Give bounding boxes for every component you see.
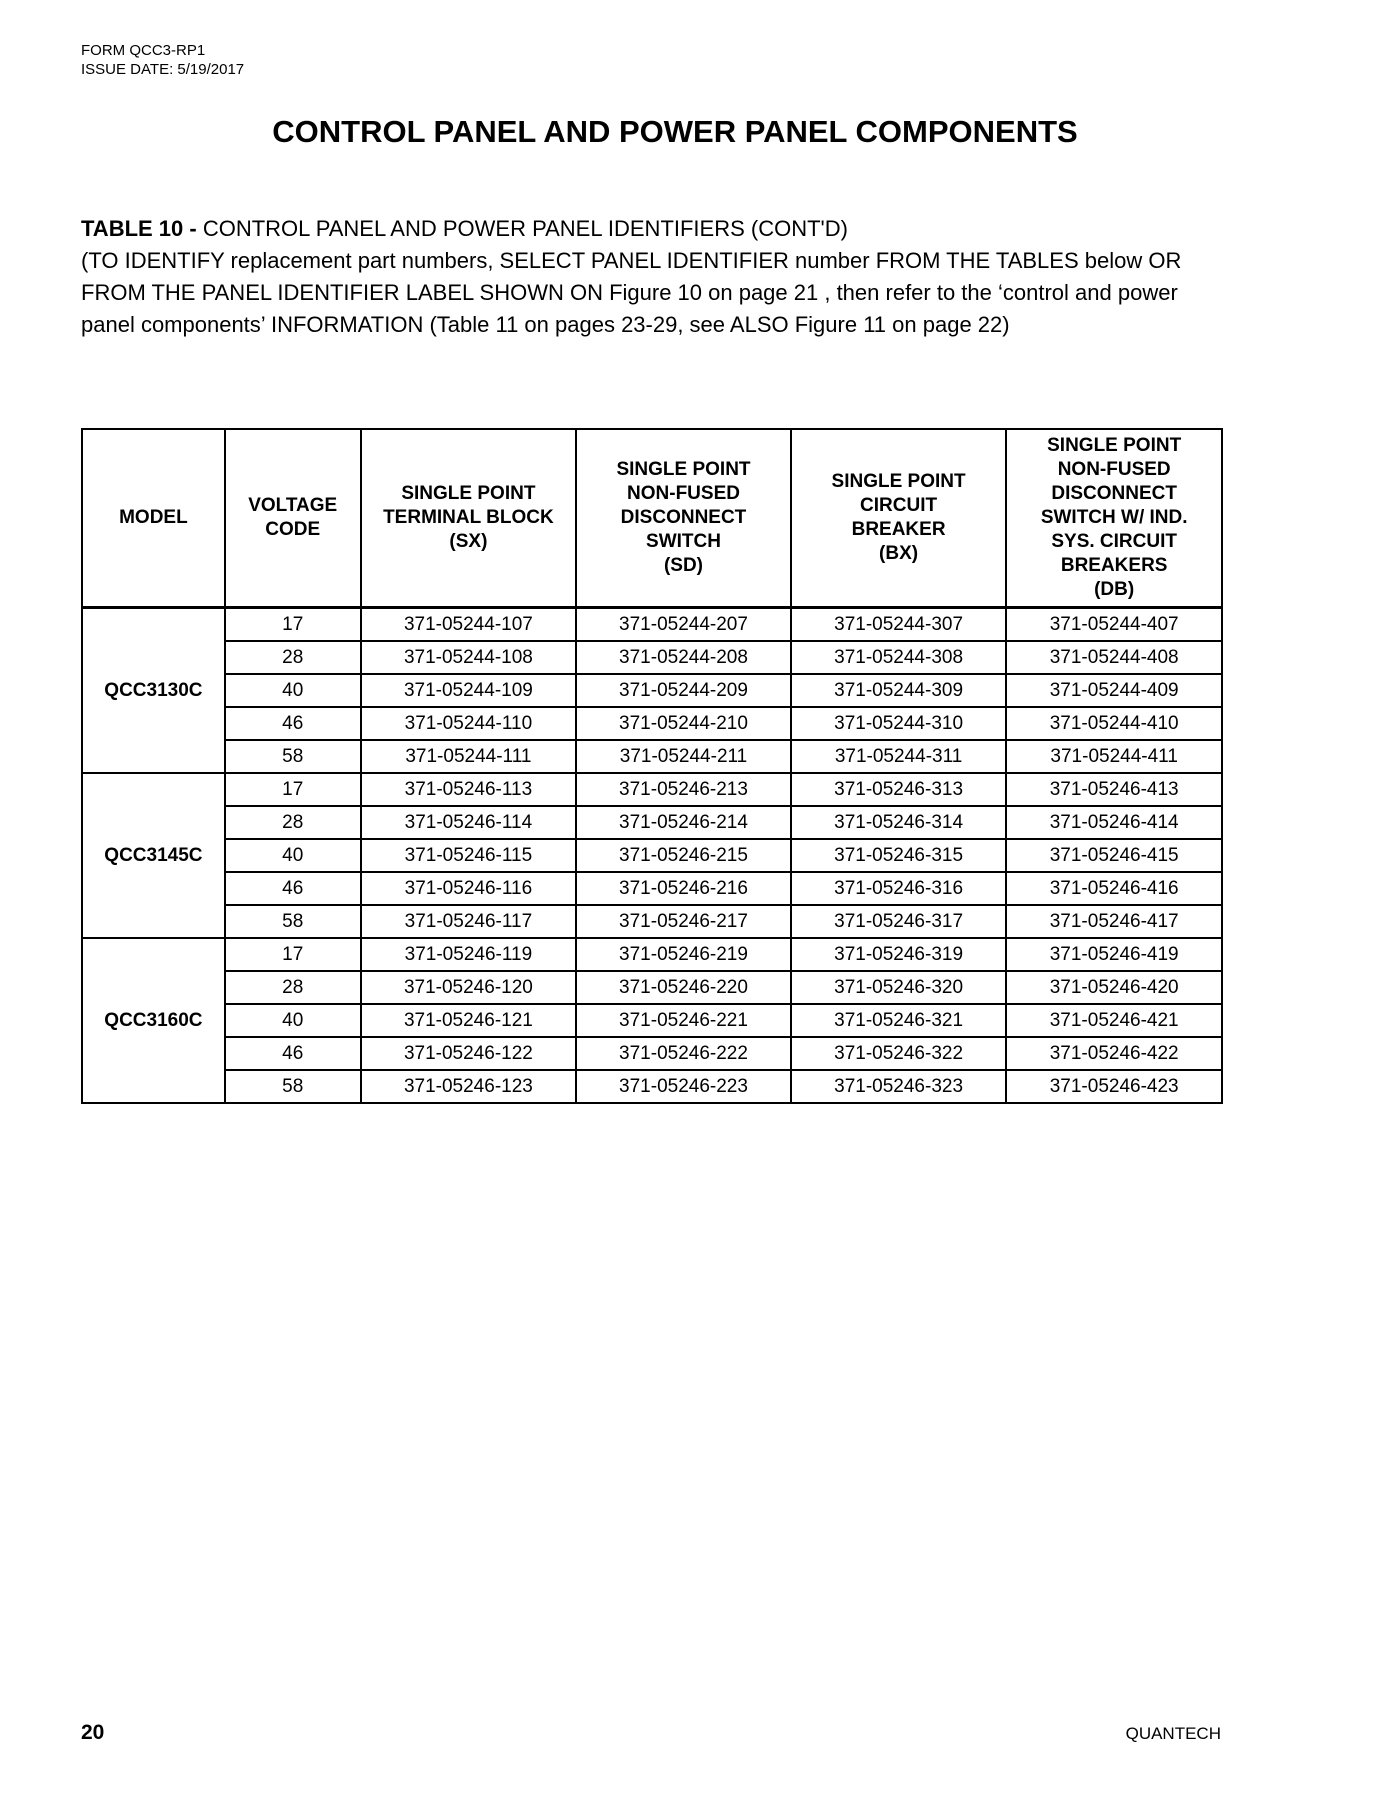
part-number-cell: 371-05246-314 [791,806,1007,839]
column-header-line: VOLTAGE [248,495,338,516]
column-header [1006,429,1222,608]
column-header-line: SYS. CIRCUIT [1051,531,1177,552]
table-row [82,1070,1222,1103]
part-number-cell: 371-05244-109 [361,674,577,707]
part-number-cell: 371-05246-413 [1006,773,1222,806]
part-number-cell: 371-05246-423 [1006,1070,1222,1103]
part-number-cell: 371-05246-323 [791,1070,1007,1103]
table-header-row [82,429,1222,608]
part-number-cell: 371-05246-316 [791,872,1007,905]
brand-name: QUANTECH [1125,1724,1221,1743]
part-number-cell: 371-05246-214 [576,806,791,839]
voltage-code-cell: 17 [225,608,361,642]
voltage-code-cell: 46 [225,707,361,740]
issue-date: ISSUE DATE: 5/19/2017 [81,61,245,78]
part-number-cell: 371-05246-115 [361,839,577,872]
voltage-code-cell: 17 [225,938,361,971]
part-number-cell: 371-05246-120 [361,971,577,1004]
table-row [82,839,1222,872]
part-number-cell: 371-05244-410 [1006,707,1222,740]
part-number-cell: 371-05244-408 [1006,641,1222,674]
voltage-code-cell: 58 [225,905,361,938]
part-number-cell: 371-05246-416 [1006,872,1222,905]
table-row [82,971,1222,1004]
part-number-cell: 371-05246-319 [791,938,1007,971]
part-number-cell: 371-05244-311 [791,740,1007,773]
part-number-cell: 371-05246-313 [791,773,1007,806]
model-cell: QCC3160C [82,938,225,1103]
part-number-cell: 371-05246-215 [576,839,791,872]
part-number-cell: 371-05246-223 [576,1070,791,1103]
part-number-cell: 371-05246-322 [791,1037,1007,1070]
part-number-cell: 371-05246-117 [361,905,577,938]
voltage-code-cell: 28 [225,641,361,674]
part-number-cell: 371-05246-221 [576,1004,791,1037]
part-number-cell: 371-05246-420 [1006,971,1222,1004]
part-number-cell: 371-05246-422 [1006,1037,1222,1070]
part-number-cell: 371-05244-110 [361,707,577,740]
table-row [82,872,1222,905]
table-row [82,905,1222,938]
column-header [361,429,577,608]
part-number-cell: 371-05244-307 [791,608,1007,642]
voltage-code-cell: 40 [225,839,361,872]
column-header-line: (DB) [1094,579,1135,600]
part-number-cell: 371-05246-121 [361,1004,577,1037]
column-header-line: (BX) [879,543,919,564]
part-number-cell: 371-05244-310 [791,707,1007,740]
column-header [791,429,1007,608]
column-header-line: NON-FUSED [627,483,740,504]
column-header-line: SINGLE POINT [401,483,536,504]
part-number-cell: 371-05246-213 [576,773,791,806]
column-header-line: BREAKERS [1060,555,1168,576]
voltage-code-cell: 40 [225,674,361,707]
table-title: CONTROL PANEL AND POWER PANEL IDENTIFIERS (CONT'D) [196,216,848,241]
form-number: FORM QCC3-RP1 [81,42,206,59]
voltage-code-cell: 28 [225,806,361,839]
part-number-cell: 371-05246-116 [361,872,577,905]
column-header [82,429,225,608]
part-number-cell: 371-05244-210 [576,707,791,740]
column-header-line: SWITCH [646,531,721,552]
column-header-line: TERMINAL BLOCK [383,507,554,528]
page-number: 20 [81,1721,105,1744]
voltage-code-cell: 58 [225,1070,361,1103]
part-number-cell: 371-05246-320 [791,971,1007,1004]
part-number-cell: 371-05244-411 [1006,740,1222,773]
page-title: CONTROL PANEL AND POWER PANEL COMPONENTS [272,114,1078,149]
column-header-line: (SD) [663,555,704,576]
column-header-line: SWITCH W/ IND. [1040,507,1188,528]
column-header-line: NON-FUSED [1057,459,1171,480]
table-row [82,674,1222,707]
table-row [82,707,1222,740]
part-number-cell: 371-05246-119 [361,938,577,971]
column-header-line: MODEL [119,507,188,528]
part-number-cell: 371-05246-417 [1006,905,1222,938]
part-number-cell: 371-05246-219 [576,938,791,971]
column-header-line: DISCONNECT [620,507,747,528]
voltage-code-cell: 40 [225,1004,361,1037]
column-header [576,429,791,608]
part-number-cell: 371-05244-108 [361,641,577,674]
voltage-code-cell: 58 [225,740,361,773]
part-number-cell: 371-05244-107 [361,608,577,642]
column-header-line: BREAKER [851,519,946,540]
part-number-cell: 371-05246-321 [791,1004,1007,1037]
voltage-code-cell: 46 [225,1037,361,1070]
voltage-code-cell: 46 [225,872,361,905]
table-row [82,773,1222,806]
part-number-cell: 371-05246-216 [576,872,791,905]
column-header-line: SINGLE POINT [1047,435,1182,456]
table-row [82,608,1222,642]
panel-identifier-table [81,428,1223,1104]
part-number-cell: 371-05244-407 [1006,608,1222,642]
part-number-cell: 371-05246-415 [1006,839,1222,872]
table-caption [81,213,1231,341]
column-header-line: (SX) [449,531,488,552]
part-number-cell: 371-05246-114 [361,806,577,839]
part-number-cell: 371-05246-123 [361,1070,577,1103]
table-body [82,608,1222,1104]
column-header-line: SINGLE POINT [616,459,751,480]
part-number-cell: 371-05244-211 [576,740,791,773]
table-row [82,1037,1222,1070]
form-identifier [81,41,244,79]
part-number-cell: 371-05244-308 [791,641,1007,674]
table-row [82,740,1222,773]
table-row [82,806,1222,839]
part-number-cell: 371-05244-208 [576,641,791,674]
column-header-line: SINGLE POINT [831,471,966,492]
table-row [82,641,1222,674]
column-header-line: DISCONNECT [1051,483,1177,504]
column-header [225,429,361,608]
part-number-cell: 371-05246-122 [361,1037,577,1070]
model-cell: QCC3145C [82,773,225,938]
voltage-code-cell: 17 [225,773,361,806]
part-number-cell: 371-05246-419 [1006,938,1222,971]
part-number-cell: 371-05244-209 [576,674,791,707]
table-row [82,1004,1222,1037]
part-number-cell: 371-05244-111 [361,740,577,773]
part-number-cell: 371-05246-315 [791,839,1007,872]
part-number-cell: 371-05246-220 [576,971,791,1004]
part-number-cell: 371-05244-207 [576,608,791,642]
part-number-cell: 371-05244-409 [1006,674,1222,707]
model-cell: QCC3130C [82,608,225,774]
part-number-cell: 371-05246-317 [791,905,1007,938]
voltage-code-cell: 28 [225,971,361,1004]
part-number-cell: 371-05246-222 [576,1037,791,1070]
table-instructions: (TO IDENTIFY replacement part numbers, SELECT PANEL IDENTIFIER number FROM THE TABLES below OR FROM THE PANEL IDENTIFIER LABEL SHOWN ON Figure 10 on page 21 , then refer to the ‘control and power panel components’ INFORMATION (Table 11 on pages 23-29, see ALSO Figure 11 on page 22) [81,248,1182,337]
part-number-cell: 371-05246-217 [576,905,791,938]
part-number-cell: 371-05246-113 [361,773,577,806]
part-number-cell: 371-05244-309 [791,674,1007,707]
column-header-line: CODE [265,519,321,540]
table-row [82,938,1222,971]
part-number-cell: 371-05246-414 [1006,806,1222,839]
table-label: TABLE 10 - [81,216,197,241]
part-number-cell: 371-05246-421 [1006,1004,1222,1037]
column-header-line: CIRCUIT [860,495,938,516]
